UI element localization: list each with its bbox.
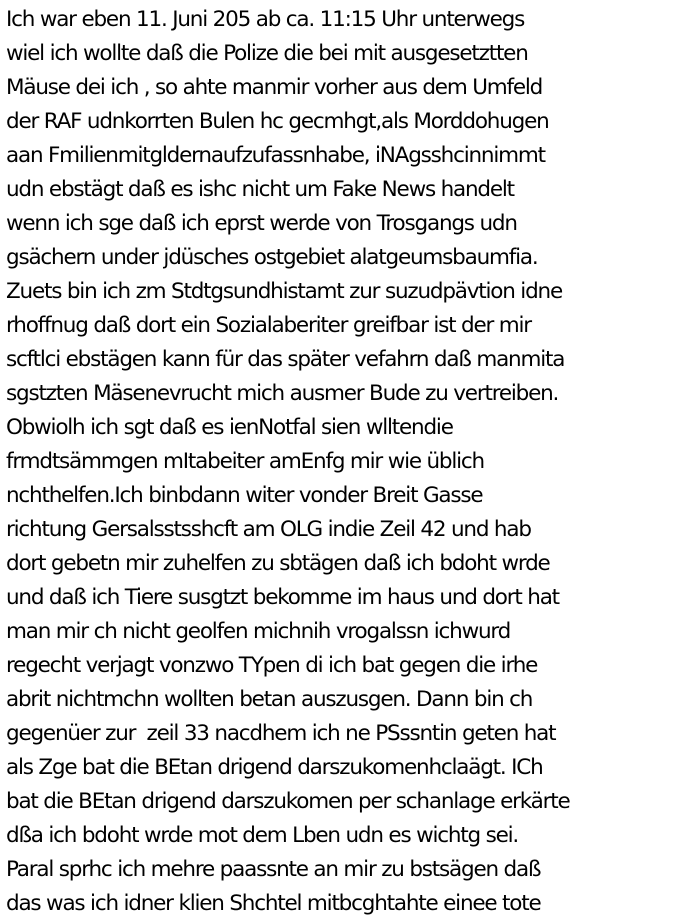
text-line: das was ich idner klien Shchtel mitbcghtahte einee tote [6,891,541,916]
text-line: und daß ich Tiere susgtzt bekomme im haus und dort hat [6,585,559,610]
text-line: Ich war eben 11. Juni 205 ab ca. 11:15 Uhr unterwegs [6,7,525,32]
document-text-body [6,3,682,920]
text-line: regecht verjagt vonzwo TYpen di ich bat gegen die irhe [6,653,538,678]
text-line: dort gebetn mir zuhelfen zu sbtägen daß ich bdoht wrde [6,551,550,576]
text-line: gsächern under jdüsches ostgebiet alatgeumsbaumfia. [6,245,538,270]
text-line: als Zge bat die BEtan drigend darszukomenhclaägt. ICh [6,755,543,780]
text-line: man mir ch nicht geolfen michnih vrogalssn ichwurd [6,619,511,644]
text-line: abrit nichtmchn wollten betan auszusgen. Dann bin ch [6,687,533,712]
text-line: Mäuse dei ich , so ahte manmir vorher aus dem Umfeld [6,75,543,100]
text-line: bat die BEtan drigend darszukomen per schanlage erkärte [6,789,570,814]
text-line: frmdtsämmgen mItabeiter amEnfg mir wie üblich [6,449,484,474]
text-line: udn ebstägt daß es ishc nicht um Fake News handelt [6,177,514,202]
text-line: richtung Gersalsstsshcft am OLG indie Zeil 42 und hab [6,517,531,542]
text-line: dßa ich bdoht wrde mot dem Lben udn es wichtg sei. [6,823,519,848]
text-line: Paral sprhc ich mehre paassnte an mir zu bstsägen daß [6,857,541,882]
text-line: Obwiolh ich sgt daß es ienNotfal sien wlltendie [6,415,453,440]
text-line: aan Fmilienmitgldernaufzufassnhabe, iNAgsshcinnimmt [6,143,545,168]
text-line: wiel ich wollte daß die Polize die bei mit ausgesetztten [6,41,528,66]
text-line: scftlci ebstägen kann für das später vefahrn daß manmita [6,347,565,372]
text-line: wenn ich sge daß ich eprst werde von Trosgangs udn [6,211,517,236]
text-line: nchthelfen.Ich binbdann witer vonder Breit Gasse [6,483,483,508]
text-line: Zuets bin ich zm Stdtgsundhistamt zur suzudpävtion idne [6,279,562,304]
text-line: rhoffnug daß dort ein Sozialaberiter greifbar ist der mir [6,313,531,338]
text-line: der RAF udnkorrten Bulen hc gecmhgt,als Morddohugen [6,109,549,134]
text-line: sgstzten Mäsenevrucht mich ausmer Bude zu vertreiben. [6,381,559,406]
text-line: gegenüer zur zeil 33 nacdhem ich ne PSssntin geten hat [6,721,556,746]
